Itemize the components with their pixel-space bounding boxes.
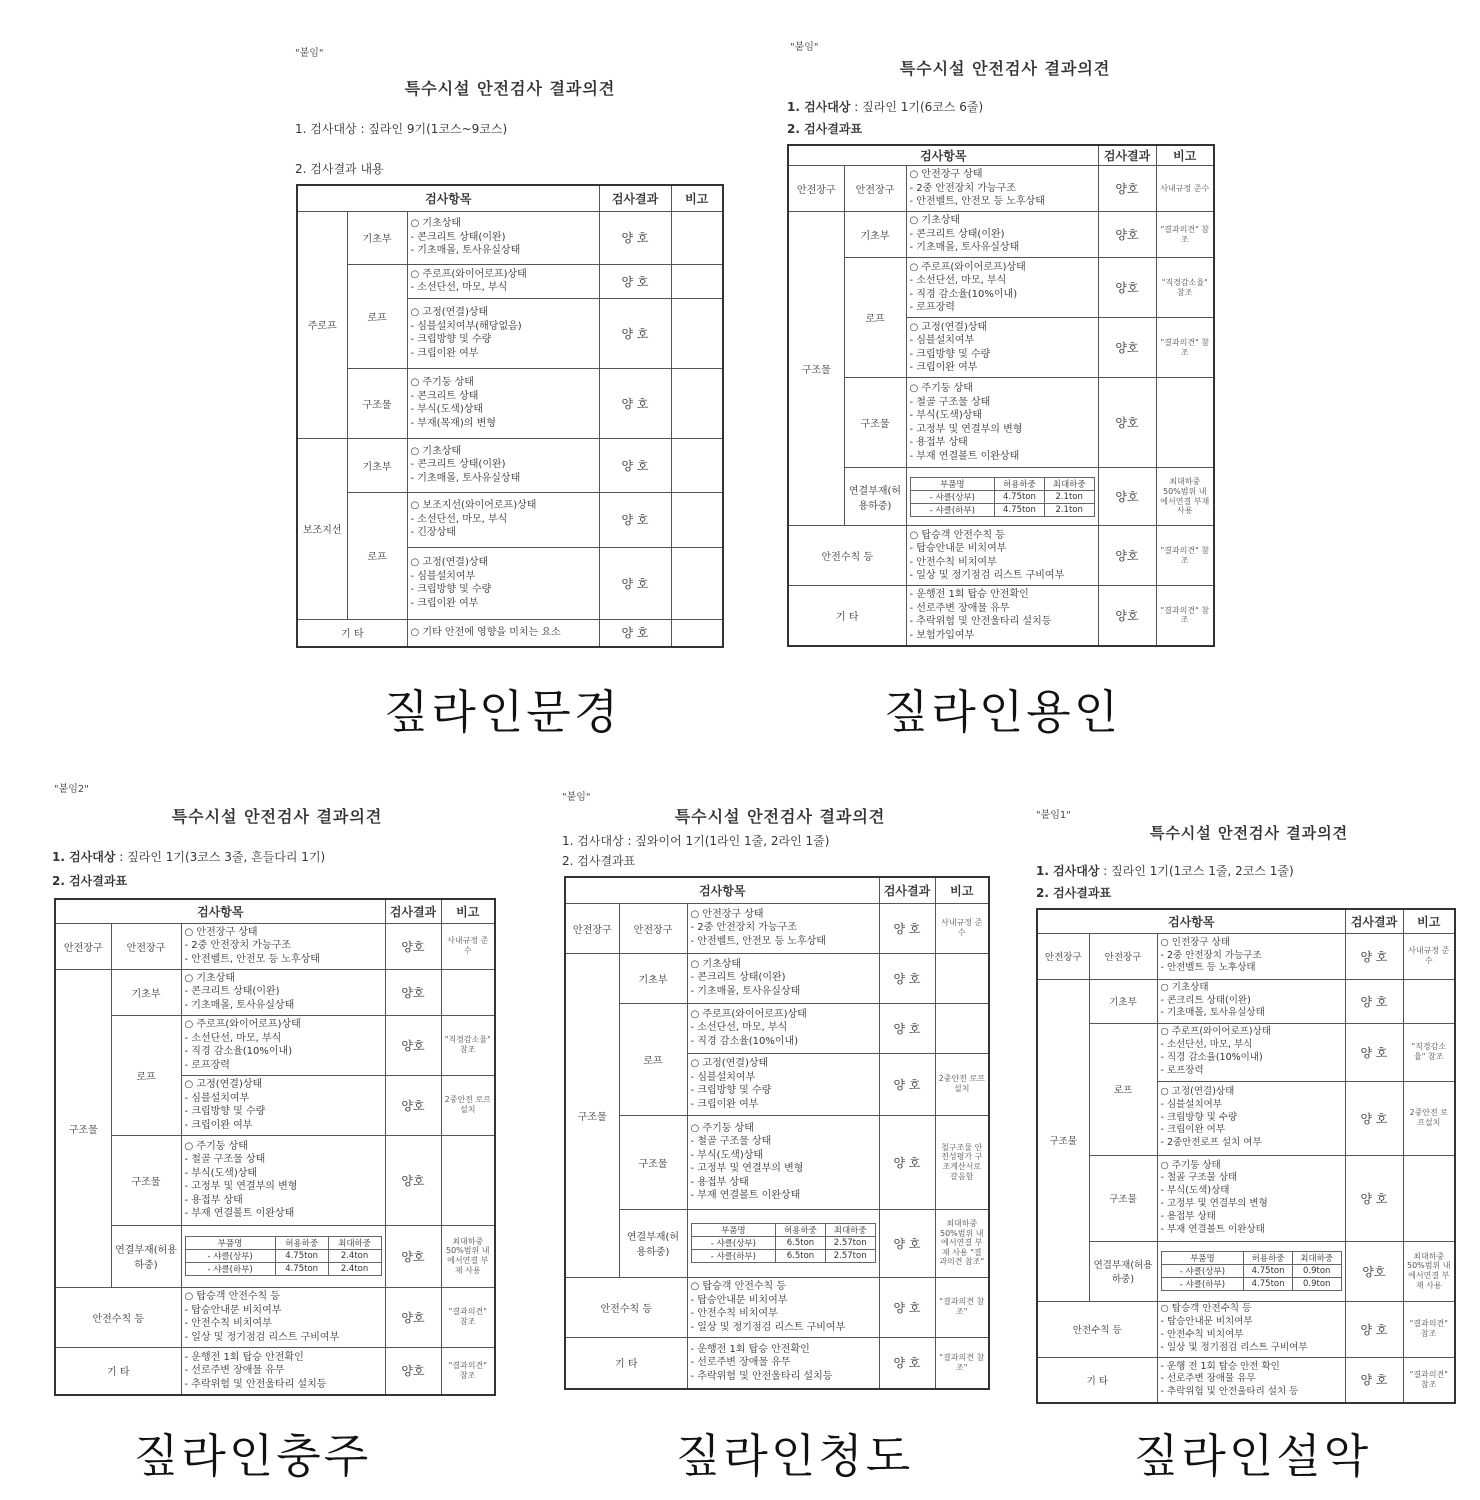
doc-chungju <box>52 770 502 1410</box>
sub-safety-gear: 안전장구 <box>844 166 906 212</box>
section-heading: 2. 검사결과표 <box>52 874 128 888</box>
sub-foundation: 기초부 <box>619 953 687 1003</box>
inspection-target: 1. 검사대상 : 짚와이어 1기(1라인 1줄, 2라인 1줄) <box>562 834 830 848</box>
caption-cheongdo: 짚라인청도 <box>676 1429 914 1483</box>
sub-foundation: 기초부 <box>347 211 407 264</box>
result-value: 양호 <box>385 1347 441 1395</box>
check-items: ○ 안전장구 상태 - 2중 안전장치 가능구조 - 안전벨트, 안전모 등 노후상태 <box>181 923 385 969</box>
check-items: ○ 안전장구 상태 - 2중 안전장치 가능구조 - 안전벨트, 안전모 등 노후상태 <box>906 166 1098 212</box>
category-etc: 기 타 <box>1037 1357 1157 1403</box>
remark: "직경감소율" 참조 <box>441 1015 495 1075</box>
sub-rope: 로프 <box>1089 1023 1157 1155</box>
inspection-target: 1. 검사대상 : 짚라인 1기(1코스 1줄, 2코스 1줄) <box>1036 864 1294 878</box>
remark: "결과의견" 참조 <box>1156 526 1214 586</box>
remark: "결과의견" 참조 <box>1156 586 1214 646</box>
header-item: 검사항목 <box>788 145 1098 166</box>
result-value: 양 호 <box>879 953 935 1003</box>
sub-foundation: 기초부 <box>844 212 906 258</box>
result-value: 양 호 <box>1345 1023 1403 1081</box>
remark: "직경감소율" 참조 <box>1156 258 1214 318</box>
doc-mungyeong <box>290 40 730 660</box>
header-note: 비고 <box>935 877 989 903</box>
check-items: ○ 기초상태 - 콘크리트 상태(이완) - 기초매몰, 토사유실상태 <box>407 211 599 264</box>
sub-connection: 연결부재(허용하중) <box>111 1225 181 1287</box>
result-value: 양호 <box>1098 526 1156 586</box>
result-value: 양 호 <box>1345 1301 1403 1357</box>
load-table: 부품명 허용하중 최대하중 - 샤클(상부) 4.75ton 0.9ton - 샤클(하부) 4.75ton 0.9ton <box>1161 1251 1342 1291</box>
attachment-note: "붙임1" <box>1036 810 1071 821</box>
remark: 최대하중 50%범위 내에서연결 부재 사용 <box>1156 468 1214 526</box>
result-value: 양호 <box>385 1075 441 1135</box>
sub-safety-gear: 안전장구 <box>111 923 181 969</box>
header-note: 비고 <box>671 185 723 211</box>
doc-cheongdo <box>560 780 1000 1410</box>
category-etc: 기 타 <box>565 1337 687 1389</box>
result-value: 양호 <box>1098 378 1156 468</box>
check-items: ○ 주기둥 상태 - 철골 구조물 상태 - 부식(도색)상태 - 고정부 및 연결부의 변형 - 용접부 상태 - 부재 연결볼트 이완상태 <box>687 1115 879 1209</box>
header-note: 비고 <box>1156 145 1214 166</box>
remark: 2중안전 로프설치 <box>1403 1081 1455 1155</box>
remark: "결과의견 참조" <box>935 1337 989 1389</box>
result-value: 양호 <box>385 1225 441 1287</box>
check-items: ○ 탑승객 안전수칙 등 - 탑승안내문 비치여부 - 안전수칙 비치여부 - 일상 및 정기점검 리스트 구비여부 <box>1157 1301 1345 1357</box>
load-table-cell <box>687 1209 879 1277</box>
attachment-note: "붙임" <box>562 792 591 803</box>
check-items: ○ 탑승객 안전수칙 등 - 탑승안내문 비치여부 - 안전수칙 비치여부 - 일상 및 정기점검 리스트 구비여부 <box>906 526 1098 586</box>
result-value: 양호 <box>385 969 441 1015</box>
doc-title: 특수시설 안전검사 결과의견 <box>1149 824 1349 842</box>
remark: 최대하중 50%범위 내에서연결 부재 사용 <box>441 1225 495 1287</box>
check-items: ○ 탑승객 안전수칙 등 - 탑승안내문 비치여부 - 안전수칙 비치여부 - 일상 및 정기점검 리스트 구비여부 <box>181 1287 385 1347</box>
result-table <box>564 876 990 1390</box>
result-value: 양 호 <box>879 1277 935 1337</box>
check-items: ○ 주기둥 상태 - 철골 구조물 상태 - 부식(도색)상태 - 고정부 및 연결부의 변형 - 용접부 상태 - 부재 연결볼트 이완상태 <box>906 378 1098 468</box>
header-result: 검사결과 <box>1098 145 1156 166</box>
check-items: ○ 기초상태 - 콘크리트 상태(이완) - 기초매몰, 토사유실상태 <box>407 438 599 492</box>
result-value: 양호 <box>1098 318 1156 378</box>
check-items: ○ 탑승객 안전수칙 등 - 탑승안내문 비치여부 - 안전수칙 비치여부 - 일상 및 정기점검 리스트 구비여부 <box>687 1277 879 1337</box>
result-value: 양 호 <box>879 1003 935 1053</box>
category-etc: 기 타 <box>55 1347 181 1395</box>
result-table <box>54 898 496 1396</box>
check-items: ○ 기초상태 - 콘크리트 상태(이완) - 기초매몰, 토사유실상태 <box>1157 979 1345 1023</box>
result-value: 양 호 <box>879 903 935 953</box>
inspection-target: 1. 검사대상 : 짚라인 1기(3코스 3줄, 흔들다리 1기) <box>52 850 326 864</box>
doc-title: 특수시설 안전검사 결과의견 <box>899 59 1111 78</box>
category-rules: 안전수칙 등 <box>1037 1301 1157 1357</box>
category-etc: 기 타 <box>788 586 906 646</box>
check-items: ○ 인전장구 상태 - 2중 안전장치 가능구조 - 안전벨트 등 노후상태 <box>1157 933 1345 979</box>
sub-rope: 로프 <box>347 492 407 619</box>
result-value: 양호 <box>385 1287 441 1347</box>
check-items: ○ 기초상태 - 콘크리트 상태(이완) - 기초매몰, 토사유실상태 <box>906 212 1098 258</box>
result-value: 양 호 <box>879 1209 935 1277</box>
check-items: ○ 고정(연결)상태 - 심블설치여부 - 크립방향 및 수량 - 크립이완 여부 <box>687 1053 879 1115</box>
result-table <box>296 184 724 648</box>
header-note: 비고 <box>1403 909 1455 933</box>
result-value: 양호 <box>1098 212 1156 258</box>
attachment-note: "붙임2" <box>54 784 89 795</box>
category-etc: 기 타 <box>297 619 407 647</box>
caption-yongin: 짚라인용인 <box>884 685 1122 739</box>
check-items: ○ 보조지선(와이어로프)상태 - 소선단선, 마모, 부식 - 긴장상태 <box>407 492 599 547</box>
sub-connection: 연결부재(허용하중) <box>1089 1241 1157 1301</box>
category-structure: 구조물 <box>1037 979 1089 1301</box>
header-item: 검사항목 <box>1037 909 1345 933</box>
result-value: 양 호 <box>879 1053 935 1115</box>
remark: "결과의견" 참조 <box>1403 1357 1455 1403</box>
check-items: ○ 기초상태 - 콘크리트 상태(이완) - 기초매몰, 토사유실상태 <box>181 969 385 1015</box>
remark: "결과의견" 참조 <box>1403 1301 1455 1357</box>
sub-safety-gear: 안전장구 <box>619 903 687 953</box>
result-value: 양호 <box>1345 1241 1403 1301</box>
result-value: 양호 <box>1098 258 1156 318</box>
sub-safety-gear: 안전장구 <box>1089 933 1157 979</box>
check-items: - 운행전 1회 탑승 안전확인 - 선로주변 장애물 유무 - 추락위험 및 안전울타리 설치등 <box>687 1337 879 1389</box>
result-value: 양 호 <box>599 298 671 368</box>
check-items: ○ 주로프(와이어로프)상태 - 소선단선, 마모, 부식 <box>407 264 599 298</box>
header-item: 검사항목 <box>55 899 385 923</box>
check-items: ○ 고정(연결)상태 - 심블설치여부 - 크립방향 및 수량 - 크립이완 여부 <box>181 1075 385 1135</box>
check-items: - 운행전 1회 탑승 안전확인 - 선로주변 장애물 유무 - 추락위험 및 안전울타리 설치등 <box>181 1347 385 1395</box>
result-value: 양 호 <box>1345 1081 1403 1155</box>
header-item: 검사항목 <box>297 185 599 211</box>
remark: "결과의견" 참조 <box>1156 318 1214 378</box>
header-result: 검사결과 <box>879 877 935 903</box>
doc-yongin <box>785 36 1225 660</box>
sub-structure: 구조물 <box>1089 1155 1157 1241</box>
result-table <box>787 144 1215 647</box>
check-items: ○ 주로프(와이어로프)상태 - 소선단선, 마모, 부식 - 직경 감소율(10%이내) <box>687 1003 879 1053</box>
check-items: ○ 주로프(와이어로프)상태 - 소선단선, 마모, 부식 - 직경 감소율(10%이내) - 로프장력 <box>1157 1023 1345 1081</box>
attachment-note: "붙임" <box>790 42 819 53</box>
result-value: 양호 <box>385 1135 441 1225</box>
result-value: 양 호 <box>1345 979 1403 1023</box>
check-items: ○ 고정(연결)상태 - 심블설치여부 - 크립방향 및 수량 - 크립이완 여부 <box>906 318 1098 378</box>
remark: 사내규정 준수 <box>1403 933 1455 979</box>
remark: "결과의견" 참조 <box>441 1287 495 1347</box>
caption-seorak: 짚라인설악 <box>1134 1429 1372 1483</box>
remark: "결과의견 참조" <box>935 1277 989 1337</box>
result-value: 양호 <box>385 923 441 969</box>
header-result: 검사결과 <box>1345 909 1403 933</box>
check-items: ○ 주기둥 상태 - 콘크리트 상태 - 부식(도색)상태 - 부재(목재)의 변형 <box>407 368 599 438</box>
doc-seorak <box>1034 800 1464 1410</box>
section-heading: 2. 검사결과표 <box>562 854 636 868</box>
result-value: 양 호 <box>599 264 671 298</box>
inspection-target: 1. 검사대상 : 짚라인 9기(1코스~9코스) <box>295 122 508 136</box>
result-value: 양호 <box>1098 166 1156 212</box>
remark: 철구조물 안전성평가 구조계산서로 갈음함 <box>935 1115 989 1209</box>
remark: 사내규정 준수 <box>1156 166 1214 212</box>
category-safety-gear: 안전장구 <box>565 903 619 953</box>
header-note: 비고 <box>441 899 495 923</box>
result-value: 양 호 <box>1345 1155 1403 1241</box>
remark: 사내규정 준수 <box>935 903 989 953</box>
check-items: ○ 주로프(와이어로프)상태 - 소선단선, 마모, 부식 - 직경 감소율(10%이내) - 로프장력 <box>906 258 1098 318</box>
remark: "결과의견" 참조 <box>1156 212 1214 258</box>
load-table-cell <box>181 1225 385 1287</box>
remark: 최대하중 50%범위 내에서연결 부재 사용 "결과의견 참조" <box>935 1209 989 1277</box>
caption-mungyeong: 짚라인문경 <box>384 685 622 739</box>
category-safety-gear: 안전장구 <box>55 923 111 969</box>
header-result: 검사결과 <box>599 185 671 211</box>
sub-connection: 연결부재(허용하중) <box>844 468 906 526</box>
category-rules: 안전수칙 등 <box>55 1287 181 1347</box>
section-heading: 2. 검사결과 내용 <box>295 162 384 176</box>
result-value: 양호 <box>385 1015 441 1075</box>
category-structure: 구조물 <box>788 212 844 526</box>
check-items: ○ 주기둥 상태 - 철골 구조물 상태 - 부식(도색)상태 - 고정부 및 연결부의 변형 - 용접부 상태 - 부재 연결볼트 이완상태 <box>1157 1155 1345 1241</box>
caption-chungju: 짚라인충주 <box>134 1429 372 1483</box>
check-items: ○ 고정(연결)상태 - 심블설치여부 - 크립방향 및 수량 - 크립이완 여부 <box>407 547 599 619</box>
sub-rope: 로프 <box>844 258 906 378</box>
sub-foundation: 기초부 <box>111 969 181 1015</box>
result-value: 양 호 <box>1345 933 1403 979</box>
check-items: ○ 고정(연결)상태 - 심블설치여부 - 크립방향 및 수량 - 크립이완 여부 - 2중안전로프 설치 여부 <box>1157 1081 1345 1155</box>
category-aux-line: 보조지선 <box>297 438 347 619</box>
check-items: ○ 주로프(와이어로프)상태 - 소선단선, 마모, 부식 - 직경 감소율(10%이내) - 로프장력 <box>181 1015 385 1075</box>
attachment-note: "붙임" <box>295 48 324 59</box>
sub-structure: 구조물 <box>844 378 906 468</box>
sub-foundation: 기초부 <box>1089 979 1157 1023</box>
result-value: 양호 <box>1098 586 1156 646</box>
result-value: 양 호 <box>599 368 671 438</box>
check-items: ○ 안전장구 상태 - 2중 안전장치 가능구조 - 안전벨트, 안전모 등 노후상태 <box>687 903 879 953</box>
header-result: 검사결과 <box>385 899 441 923</box>
result-value: 양호 <box>1098 468 1156 526</box>
section-heading: 2. 검사결과표 <box>1036 886 1112 900</box>
header-item: 검사항목 <box>565 877 879 903</box>
sub-structure: 구조물 <box>347 368 407 438</box>
check-items: ○ 기타 안전에 영향을 미치는 요소 <box>407 619 599 647</box>
sub-foundation: 기초부 <box>347 438 407 492</box>
check-items: ○ 기초상태 - 콘크리트 상태(이완) - 기초매몰, 토사유실상태 <box>687 953 879 1003</box>
result-value: 양 호 <box>879 1115 935 1209</box>
result-value: 양 호 <box>599 547 671 619</box>
result-value: 양 호 <box>599 438 671 492</box>
remark: 사내규정 준수 <box>441 923 495 969</box>
check-items: ○ 고정(연결)상태 - 심블설치여부(해당없음) - 크립방향 및 수량 - 크립이완 여부 <box>407 298 599 368</box>
result-table <box>1036 908 1456 1404</box>
sub-rope: 로프 <box>347 264 407 368</box>
load-table: 부품명 허용하중 최대하중 - 샤클(상부) 4.75ton 2.4ton - 샤클(하부) 4.75ton 2.4ton <box>185 1236 382 1276</box>
remark: 2중안전 로프설치 <box>935 1053 989 1115</box>
load-table: 부품명 허용하중 최대하중 - 샤클(상부) 4.75ton 2.1ton - 샤클(하부) 4.75ton 2.1ton <box>910 477 1095 517</box>
result-value: 양 호 <box>879 1337 935 1389</box>
inspection-target: 1. 검사대상 : 짚라인 1기(6코스 6줄) <box>787 100 984 114</box>
doc-title: 특수시설 안전검사 결과의견 <box>171 807 383 826</box>
category-main-rope: 주로프 <box>297 211 347 438</box>
doc-title: 특수시설 안전검사 결과의견 <box>404 79 616 98</box>
sub-rope: 로프 <box>619 1003 687 1115</box>
remark: "직경감소율" 참조 <box>1403 1023 1455 1081</box>
doc-title: 특수시설 안전검사 결과의견 <box>674 807 886 826</box>
result-value: 양 호 <box>599 619 671 647</box>
category-safety-gear: 안전장구 <box>1037 933 1089 979</box>
sub-structure: 구조물 <box>619 1115 687 1209</box>
category-rules: 안전수칙 등 <box>788 526 906 586</box>
category-rules: 안전수칙 등 <box>565 1277 687 1337</box>
load-table-cell <box>906 468 1098 526</box>
section-heading: 2. 검사결과표 <box>787 122 863 136</box>
result-value: 양 호 <box>599 492 671 547</box>
sub-connection: 연결부재(허용하중) <box>619 1209 687 1277</box>
remark: "결과의견" 참조 <box>441 1347 495 1395</box>
load-table-cell <box>1157 1241 1345 1301</box>
check-items: - 운행전 1회 탑승 안전확인 - 선로주변 장애물 유무 - 추락위험 및 안전울타리 설치등 - 보험가입여부 <box>906 586 1098 646</box>
result-value: 양 호 <box>1345 1357 1403 1403</box>
check-items: ○ 주기둥 상태 - 철골 구조물 상태 - 부식(도색)상태 - 고정부 및 연결부의 변형 - 용접부 상태 - 부재 연결볼트 이완상태 <box>181 1135 385 1225</box>
category-structure: 구조물 <box>55 969 111 1287</box>
check-items: - 운행 전 1회 탑승 안전 확인 - 선로주변 장애물 유무 - 추락위험 및 안전울타리 설치 등 <box>1157 1357 1345 1403</box>
category-structure: 구조물 <box>565 953 619 1277</box>
remark: 2중안전 로프설치 <box>441 1075 495 1135</box>
sub-structure: 구조물 <box>111 1135 181 1225</box>
load-table: 부품명 허용하중 최대하중 - 샤클(상부) 6.5ton 2.57ton - 샤클(하부) 6.5ton 2.57ton <box>691 1223 876 1263</box>
sub-rope: 로프 <box>111 1015 181 1135</box>
remark: 최대하중 50%범위 내에서연결 부재 사용 <box>1403 1241 1455 1301</box>
category-safety-gear: 안전장구 <box>788 166 844 212</box>
result-value: 양 호 <box>599 211 671 264</box>
